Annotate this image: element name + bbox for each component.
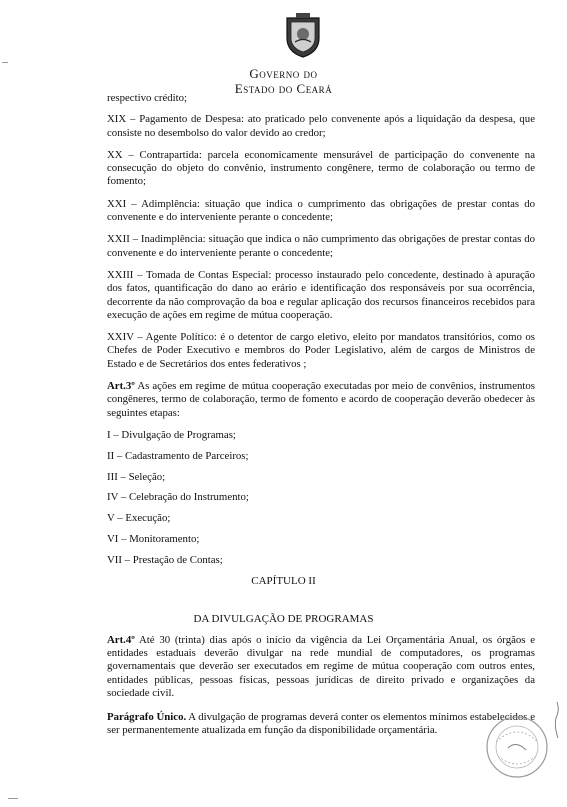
state-crest-icon (284, 12, 322, 58)
inciso-xxii: XXII – Inadimplência: situação que indica o não cumprimento das obrigações de prestar contas do convenente e do interveniente perante o concedente; (107, 233, 535, 259)
etapa-item: VII – Prestação de Contas; (107, 553, 223, 566)
article-4 (107, 634, 535, 700)
document-body (107, 92, 535, 567)
margin-mark (8, 798, 18, 799)
inciso-xx: XX – Contrapartida: parcela economicamente mensurável de participação do convenente na consecução do objeto do convênio, instrumento congênere, termo de colaboração ou termo de fomento; (107, 148, 535, 188)
etapa-item: IV – Celebração do Instrumento; (107, 491, 249, 504)
article-3 (107, 380, 535, 420)
article-4-label: Art.4º (107, 634, 135, 646)
margin-mark (2, 62, 8, 63)
chapter-heading: CAPÍTULO II (251, 575, 316, 587)
continuation-text: respectivo crédito; (107, 92, 188, 104)
etapa-item: III – Seleção; (107, 470, 166, 483)
etapa-item: VI – Monitoramento; (107, 532, 200, 545)
paragrafo-unico-text: A divulgação de programas deverá conter os elementos mínimos estabelecidos e ser permanentemente atualizada em função da disponibilidade orçamentária. (107, 711, 535, 737)
paragrafo-unico (107, 711, 535, 737)
article-4-text: Até 30 (trinta) dias após o início da vigência da Lei Orçamentária Anual, os órgãos e entidades estaduais deverão divulgar na rede mundial de computadores, os programas governamentais que deverão ser executados em regime de mútua cooperação com outros entes, entidades públicas, pessoas físicas, pessoas jurídicas de direito privado e organizações da sociedade civil. (107, 634, 536, 699)
inciso-xxiv: XXIV – Agente Político: é o detentor de cargo eletivo, eleito por mandatos transitórios, como os Chefes de Poder Executivo e membros do Poder Legislativo, além de cargos de Ministros de Estado e de Secretários dos entes federativos ; (107, 331, 535, 370)
paragrafo-unico-label: Parágrafo Único. (107, 711, 187, 723)
inciso-xxi: XXI – Adimplência: situação que indica o cumprimento das obrigações de prestar contas do convenente e do interveniente perante o concedente; (107, 197, 535, 224)
margin-signature-icon (553, 700, 561, 740)
article-3-label: Art.3º (107, 380, 135, 393)
etapa-item: I – Divulgação de Programas; (107, 428, 236, 441)
etapa-item: V – Execução; (107, 512, 171, 525)
page-stamp-icon (482, 712, 552, 782)
chapter-title: DA DIVULGAÇÃO DE PROGRAMAS (193, 613, 374, 625)
header-line-1: Governo do (249, 66, 318, 81)
article-3-text: As ações em regime de mútua cooperação executadas por meio de convênios, instrumentos congêneres, termo de colaboração, termo de fomento e acordo de cooperação deverão obedecer às seguintes etapas: (107, 380, 535, 419)
etapa-item: II – Cadastramento de Parceiros; (107, 449, 249, 462)
inciso-xxiii: XXIII – Tomada de Contas Especial: processo instaurado pelo concedente, destinado à apuração dos fatos, quantificação do dano ao erário e identificação dos responsáveis por sua ocorrência, decorrente da não comprovação da boa e regular aplicação dos recursos financeiros recebidos para execução de ações em regime de mútua cooperação. (107, 268, 535, 321)
header-line-2: Estado do Ceará (234, 81, 333, 96)
inciso-xix: XIX – Pagamento de Despesa: ato praticado pelo convenente após a liquidação da despesa, que consiste no desembolso do valor devido ao credor; (107, 113, 535, 139)
